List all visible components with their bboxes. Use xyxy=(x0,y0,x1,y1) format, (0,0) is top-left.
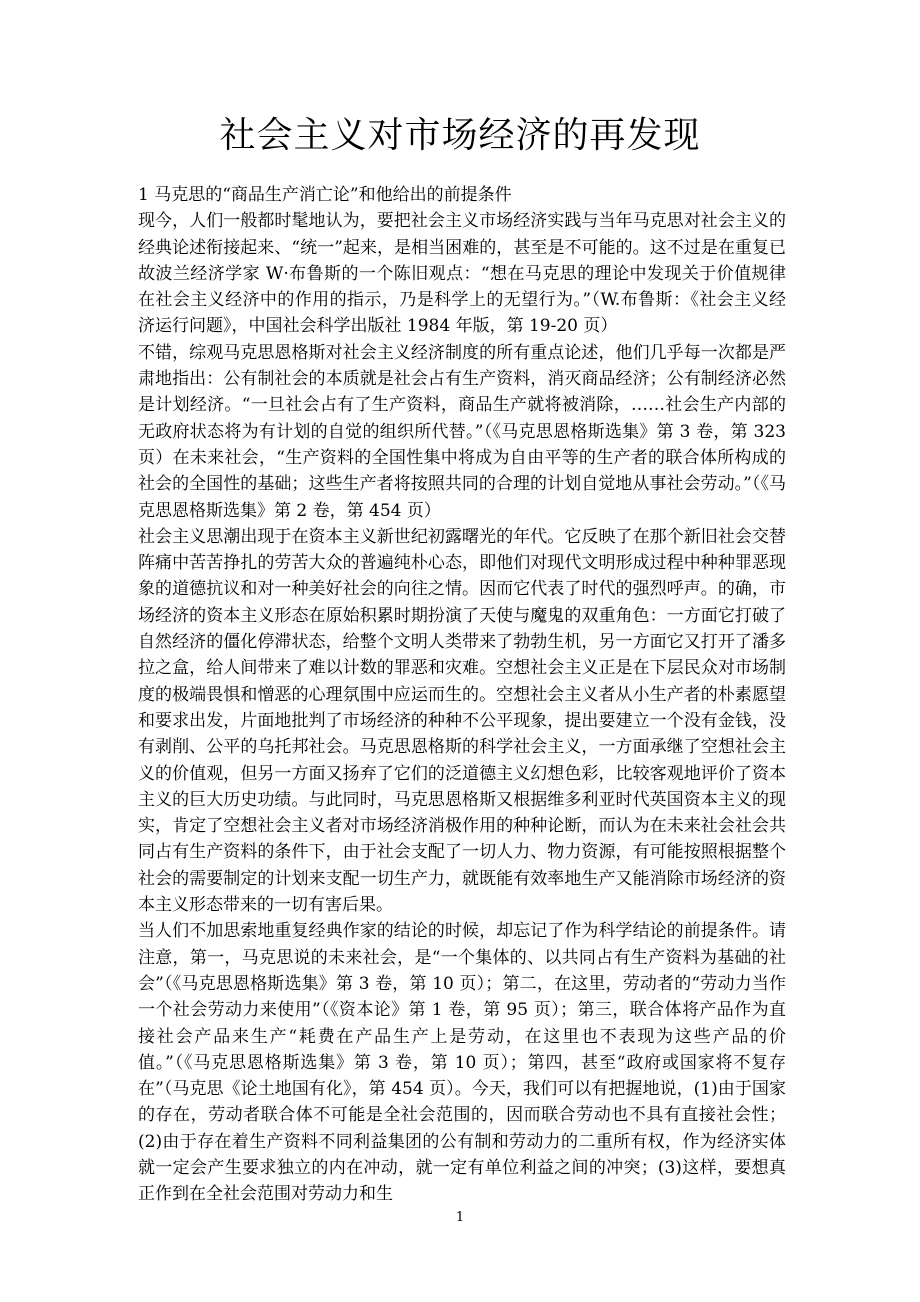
page-number: 1 xyxy=(455,1210,465,1225)
body-paragraph: 社会主义思潮出现于在资本主义新世纪初露曙光的年代。它反映了在那个新旧社会交替阵痛中苦苦挣扎的劳苦大众的普遍纯朴心态，即他们对现代文明形成过程中种种罪恶现象的道德抗议和对一种美好社会的向往之情。因而它代表了时代的强烈呼声。的确，市场经济的资本主义形态在原始积累时期扮演了天使与魔鬼的双重角色：一方面它打破了自然经济的僵化停滞状态，给整个文明人类带来了勃勃生机，另一方面它又打开了潘多拉之盒，给人间带来了难以计数的罪恶和灾难。空想社会主义正是在下层民众对市场制度的极端畏惧和憎恶的心理氛围中应运而生的。空想社会主义者从小生产者的朴素愿望和要求出发，片面地批判了市场经济的种种不公平现象，提出要建立一个没有金钱，没有剥削、公平的乌托邦社会。马克思恩格斯的科学社会主义，一方面承继了空想社会主义的价值观，但另一方面又扬弃了它们的泛道德主义幻想色彩，比较客观地评价了资本主义的巨大历史功绩。与此同时，马克思恩格斯又根据维多利亚时代英国资本主义的现实，肯定了空想社会主义者对市场经济消极作用的种种论断，而认为在未来社会社会共同占有生产资料的条件下，由于社会支配了一切人力、物力资源，有可能按照根据整个社会的需要制定的计划来支配一切生产力，就既能有效率地生产又能消除市场经济的资本主义形态带来的一切有害后果。 xyxy=(138,526,786,916)
body-paragraph: 现今，人们一般都时髦地认为，要把社会主义市场经济实践与当年马克思对社会主义的经典论述衔接起来、“统一”起来，是相当困难的，甚至是不可能的。这不过是在重复已故波兰经济学家 W·布鲁斯的一个陈旧观点：“想在马克思的理论中发现关于价值规律在社会主义经济中的作用的指示，乃是科学上的无望行为。”（W.布鲁斯：《社会主义经济运行问题》，中国社会科学出版社 1984 年版，第 19-20 页） xyxy=(138,211,786,337)
body-paragraph: 不错，综观马克思恩格斯对社会主义经济制度的所有重点论述，他们几乎每一次都是严肃地指出：公有制社会的本质就是社会占有生产资料，消灭商品经济；公有制经济必然是计划经济。“一旦社会占有了生产资料，商品生产就将被消除，……社会生产内部的无政府状态将为有计划的自觉的组织所代替。”（《马克思恩格斯选集》第 3 卷，第 323 页）在未来社会，“生产资料的全国性集中将成为自由平等的生产者的联合体所构成的社会的全国性的基础；这些生产者将按照共同的合理的计划自觉地从事社会劳动。”（《马克思恩格斯选集》第 2 卷，第 454 页） xyxy=(138,342,786,521)
section-heading: 1 马克思的“商品生产消亡论”和他给出的前提条件 xyxy=(138,185,512,205)
document-title: 社会主义对市场经济的再发现 xyxy=(219,115,701,156)
body-paragraph: 当人们不加思索地重复经典作家的结论的时候，却忘记了作为科学结论的前提条件。请注意，第一，马克思说的未来社会，是“一个集体的、以共同占有生产资料为基础的社会”（《马克思恩格斯选集》第 3 卷，第 10 页）；第二，在这里，劳动者的“劳动力当作一个社会劳动力来使用”（《资本论》第 1 卷，第 95 页）；第三，联合体将产品作为直接社会产品来生产“耗费在产品生产上是劳动，在这里也不表现为这些产品的价值。”（《马克思恩格斯选集》第 3 卷，第 10 页）；第四，甚至“政府或国家将不复存在”（马克思《论土地国有化》，第 454 页）。今天，我们可以有把握地说，(1)由于国家的存在，劳动者联合体不可能是全社会范围的，因而联合劳动也不具有直接社会性；(2)由于存在着生产资料不同利益集团的公有制和劳动力的二重所有权，作为经济实体就一定会产生要求独立的内在冲动，就一定有单位利益之间的冲突；(3)这样，要想真正作到在全社会范围对劳动力和生 xyxy=(138,921,786,1205)
document-body xyxy=(138,182,786,1208)
